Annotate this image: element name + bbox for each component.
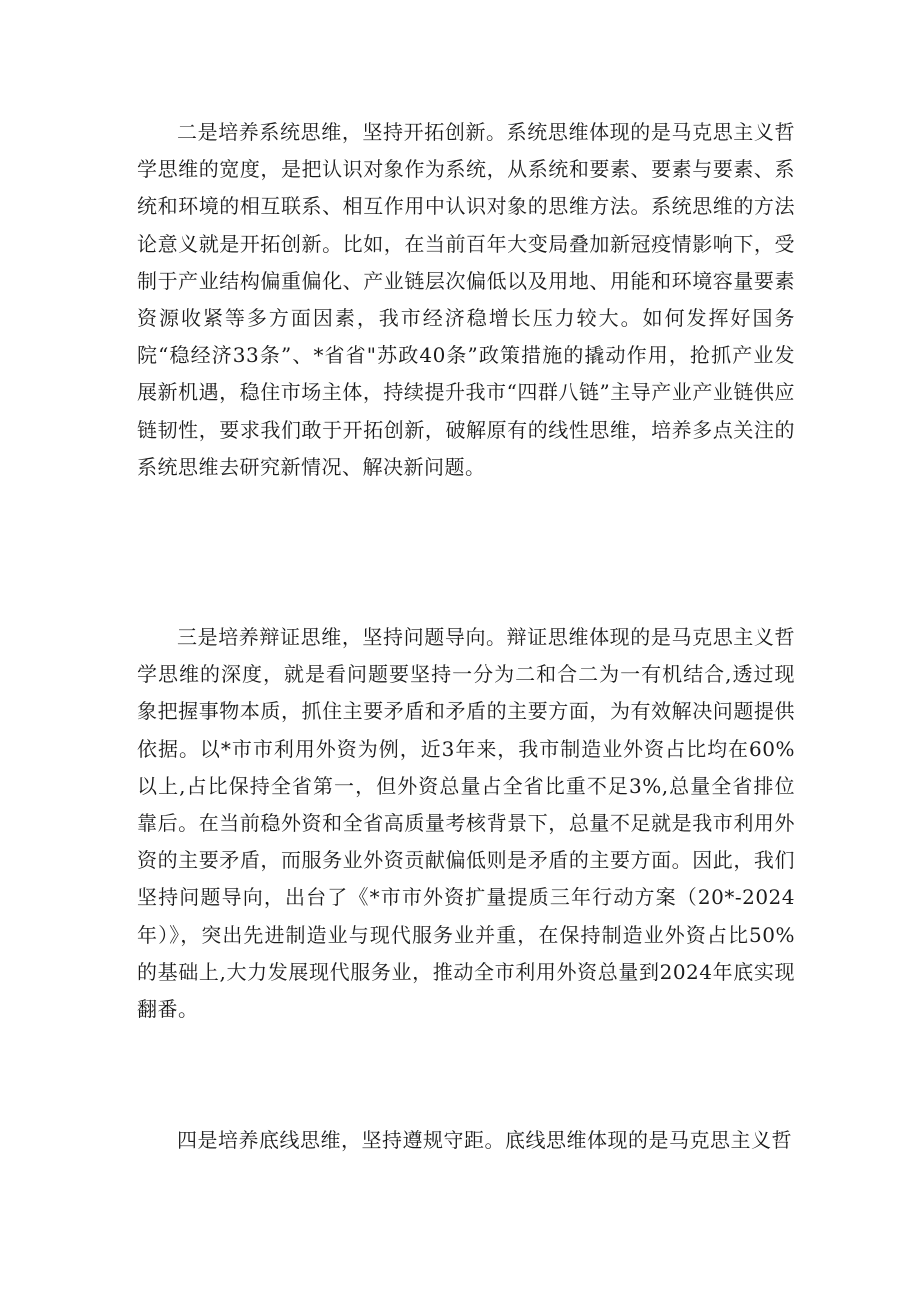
paragraph-system-thinking: 二是培养系统思维，坚持开拓创新。系统思维体现的是马克思主义哲学思维的宽度，是把认识对象作为系统，从系统和要素、要素与要素、系统和环境的相互联系、相互作用中认识对象的思维方法。系统思维的方法论意义就是开拓创新。比如，在当前百年大变局叠加新冠疫情影响下，受制于产业结构偏重偏化、产业链层次偏低以及用地、用能和环境容量要素资源收紧等多方面因素，我市经济稳增长压力较大。如何发挥好国务院“稳经济33条”、*省省"苏政40条”政策措施的撬动作用，抢抓产业发展新机遇，稳住市场主体，持续提升我市“四群八链”主导产业产业链供应链韧性，要求我们敢于开拓创新，破解原有的线性思维，培养多点关注的系统思维去研究新情况、解决新问题。 (137, 120, 795, 479)
paragraph-bottom-line-thinking: 四是培养底线思维，坚持遵规守距。底线思维体现的是马克思主义哲 (177, 1128, 792, 1152)
paragraph-dialectical-thinking: 三是培养辩证思维，坚持问题导向。辩证思维体现的是马克思主义哲学思维的深度，就是看问题要坚持一分为二和合二为一有机结合,透过现象把握事物本质，抓住主要矛盾和矛盾的主要方面，为有效解决问题提供依据。以*市市利用外资为例，近3年来，我市制造业外资占比均在60%以上,占比保持全省第一，但外资总量占全省比重不足3%,总量全省排位靠后。在当前稳外资和全省高质量考核背景下，总量不足就是我市利用外资的主要矛盾，而服务业外资贡献偏低则是矛盾的主要方面。因此，我们坚持问题导向，出台了《*市市外资扩量提质三年行动方案（20*-2024年）》，突出先进制造业与现代服务业并重，在保持制造业外资占比50%的基础上,大力发展现代服务业，推动全市利用外资总量到2024年底实现翻番。 (137, 625, 795, 1022)
